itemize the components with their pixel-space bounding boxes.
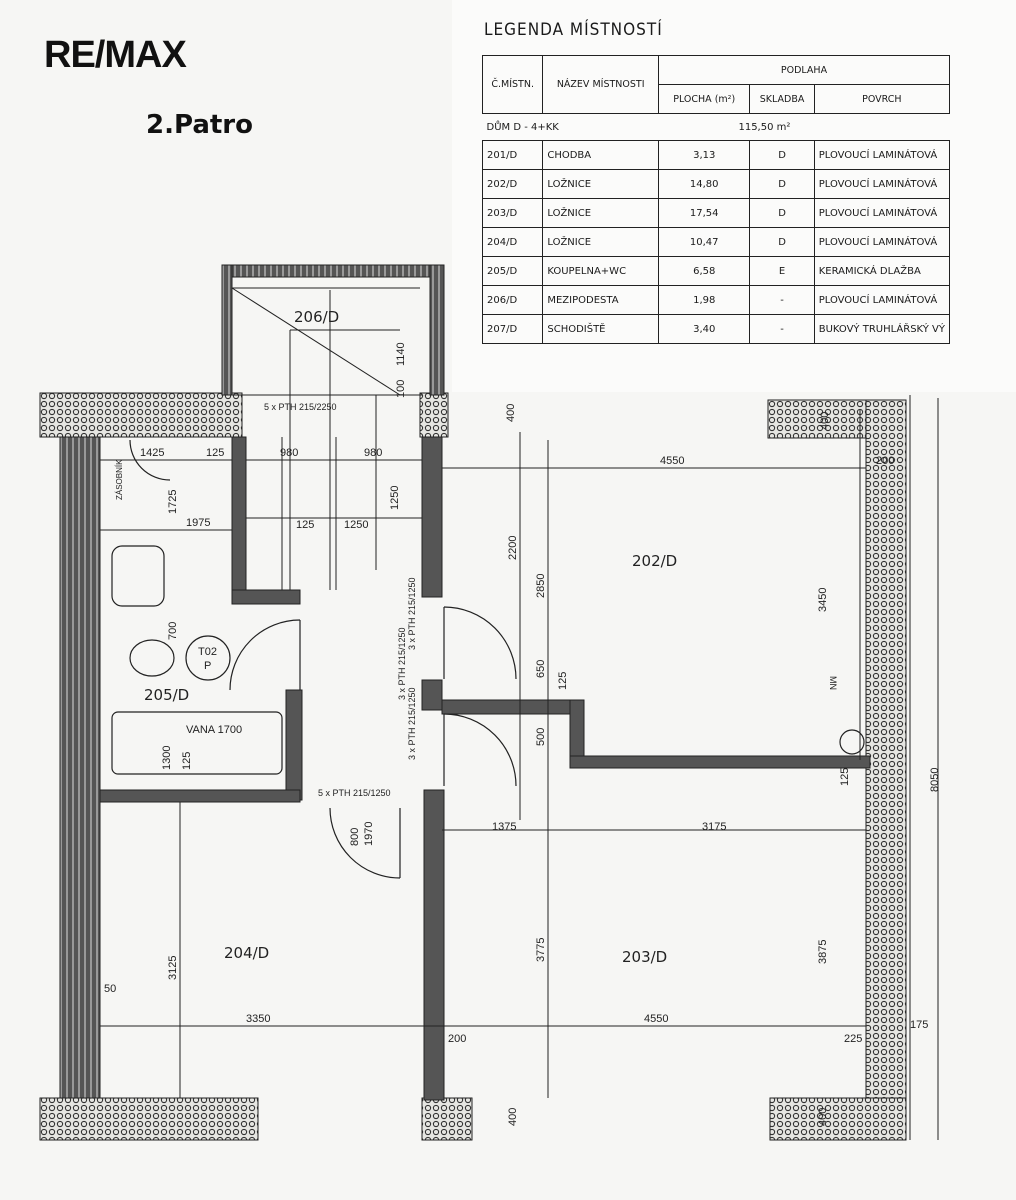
- stair-run-3: 3 x PTH 215/1250: [407, 687, 417, 760]
- room-name-cell: LOŽNICE: [543, 170, 659, 199]
- house-area: 115,50 m²: [658, 114, 949, 141]
- dim-1975: 1975: [186, 517, 211, 529]
- dim-500: 500: [535, 727, 547, 746]
- room-area-cell: 3,40: [658, 315, 749, 344]
- room-composition-cell: -: [750, 315, 814, 344]
- room-no-cell: 205/D: [483, 257, 543, 286]
- room-name-cell: CHODBA: [543, 141, 659, 170]
- house-label: DŮM D - 4+KK: [483, 114, 659, 141]
- room-name-cell: MEZIPODESTA: [543, 286, 659, 315]
- dim-400-d: 400: [817, 1107, 829, 1126]
- washbasin-icon: [112, 546, 164, 606]
- room-name-cell: KOUPELNA+WC: [543, 257, 659, 286]
- dim-125-d: 125: [181, 751, 193, 770]
- room-composition-cell: D: [750, 228, 814, 257]
- room-name-cell: LOŽNICE: [543, 228, 659, 257]
- header-surface: POVRCH: [814, 85, 949, 114]
- room-surface-cell: PLOVOUCÍ LAMINÁTOVÁ: [814, 170, 949, 199]
- dim-125-a: 125: [206, 447, 225, 459]
- dim-200-a: 200: [876, 455, 895, 467]
- dim-4550-b: 4550: [644, 1013, 669, 1025]
- dim-175: 175: [910, 1019, 929, 1031]
- stair-run-4: 3 x PTH 215/1250: [397, 627, 407, 700]
- dim-200-b: 200: [448, 1033, 467, 1045]
- stair-run-2: 3 x PTH 215/1250: [407, 577, 417, 650]
- dim-3175: 3175: [702, 821, 727, 833]
- dim-400-c: 400: [507, 1107, 519, 1126]
- header-floor-group: PODLAHA: [658, 56, 949, 85]
- boiler-label: ZÁSOBNÍK: [115, 459, 124, 500]
- room-area-cell: 14,80: [658, 170, 749, 199]
- dim-650: 650: [535, 659, 547, 678]
- room-label-204: 204/D: [224, 944, 270, 962]
- wc-symbol-icon: [186, 636, 230, 680]
- dim-980-b: 980: [364, 447, 383, 459]
- room-no-cell: 207/D: [483, 315, 543, 344]
- dim-400-a: 400: [505, 403, 517, 422]
- dim-125-c: 125: [557, 671, 569, 690]
- room-name-cell: SCHODIŠTĚ: [543, 315, 659, 344]
- room-label-205: 205/D: [144, 686, 190, 704]
- stair-run-5: 5 x PTH 215/1250: [318, 788, 391, 798]
- header-room-no: Č.MÍSTN.: [483, 56, 543, 114]
- room-composition-cell: D: [750, 170, 814, 199]
- room-surface-cell: KERAMICKÁ DLAŽBA: [814, 257, 949, 286]
- room-label-206: 206/D: [294, 308, 340, 326]
- dim-1970: 1970: [363, 821, 375, 846]
- dim-1250-a: 1250: [389, 485, 401, 510]
- room-surface-cell: PLOVOUCÍ LAMINÁTOVÁ: [814, 228, 949, 257]
- dim-225: 225: [844, 1033, 863, 1045]
- room-no-cell: 201/D: [483, 141, 543, 170]
- room-area-cell: 1,98: [658, 286, 749, 315]
- room-surface-cell: PLOVOUCÍ LAMINÁTOVÁ: [814, 141, 949, 170]
- dim-3450: 3450: [817, 587, 829, 612]
- dim-2200: 2200: [507, 535, 519, 560]
- room-composition-cell: D: [750, 199, 814, 228]
- dim-125-e: 125: [839, 767, 851, 786]
- dim-1250-b: 1250: [344, 519, 369, 531]
- room-name-cell: LOŽNICE: [543, 199, 659, 228]
- wc-sub: P: [204, 660, 212, 672]
- room-no-cell: 206/D: [483, 286, 543, 315]
- dim-3125: 3125: [167, 955, 179, 980]
- room-no-cell: 202/D: [483, 170, 543, 199]
- room-area-cell: 6,58: [658, 257, 749, 286]
- room-composition-cell: E: [750, 257, 814, 286]
- door-swings: [130, 440, 516, 878]
- dim-1300: 1300: [161, 745, 173, 770]
- fixture-labels: [115, 459, 838, 736]
- radiator-label: MN: [828, 676, 838, 690]
- header-composition: SKLADBA: [750, 85, 814, 114]
- dim-2850: 2850: [535, 573, 547, 598]
- dim-400-b: 400: [819, 411, 831, 430]
- legend-title: LEGENDA MÍSTNOSTÍ: [484, 20, 663, 40]
- dim-1140: 1140: [395, 342, 407, 366]
- dim-3775: 3775: [535, 937, 547, 962]
- dim-700: 700: [167, 621, 179, 640]
- bathroom-fixtures: [112, 546, 864, 774]
- remax-logo: RE/MAX: [44, 34, 186, 76]
- room-composition-cell: -: [750, 286, 814, 315]
- header-area: PLOCHA (m²): [658, 85, 749, 114]
- dim-8050: 8050: [929, 767, 941, 792]
- dim-980-a: 980: [280, 447, 299, 459]
- dim-125-b: 125: [296, 519, 315, 531]
- room-surface-cell: PLOVOUCÍ LAMINÁTOVÁ: [814, 199, 949, 228]
- room-composition-cell: D: [750, 141, 814, 170]
- floor-title: 2.Patro: [146, 110, 253, 140]
- room-area-cell: 10,47: [658, 228, 749, 257]
- dim-800: 800: [349, 827, 361, 846]
- room-area-cell: 3,13: [658, 141, 749, 170]
- dim-100: 100: [395, 379, 407, 398]
- dim-3350: 3350: [246, 1013, 271, 1025]
- toilet-icon: [130, 640, 174, 676]
- dim-1725: 1725: [167, 489, 179, 514]
- dim-50: 50: [104, 983, 117, 995]
- room-area-cell: 17,54: [658, 199, 749, 228]
- interior-walls: [100, 437, 870, 1100]
- wc-code: T02: [198, 646, 217, 658]
- dim-4550-a: 4550: [660, 455, 685, 467]
- dim-1425: 1425: [140, 447, 165, 459]
- bath-label: VANA 1700: [186, 724, 243, 736]
- room-label-202: 202/D: [632, 552, 678, 570]
- dim-1375: 1375: [492, 821, 517, 833]
- room-no-cell: 203/D: [483, 199, 543, 228]
- dim-3875: 3875: [817, 939, 829, 964]
- bathtub-icon: [112, 712, 282, 774]
- room-label-203: 203/D: [622, 948, 668, 966]
- room-surface-cell: PLOVOUCÍ LAMINÁTOVÁ: [814, 286, 949, 315]
- room-surface-cell: BUKOVÝ TRUHLÁŘSKÝ VÝ: [814, 315, 949, 344]
- room-no-cell: 204/D: [483, 228, 543, 257]
- stair-run-1: 5 x PTH 215/2250: [264, 402, 337, 412]
- header-room-name: NÁZEV MÍSTNOSTI: [543, 56, 659, 114]
